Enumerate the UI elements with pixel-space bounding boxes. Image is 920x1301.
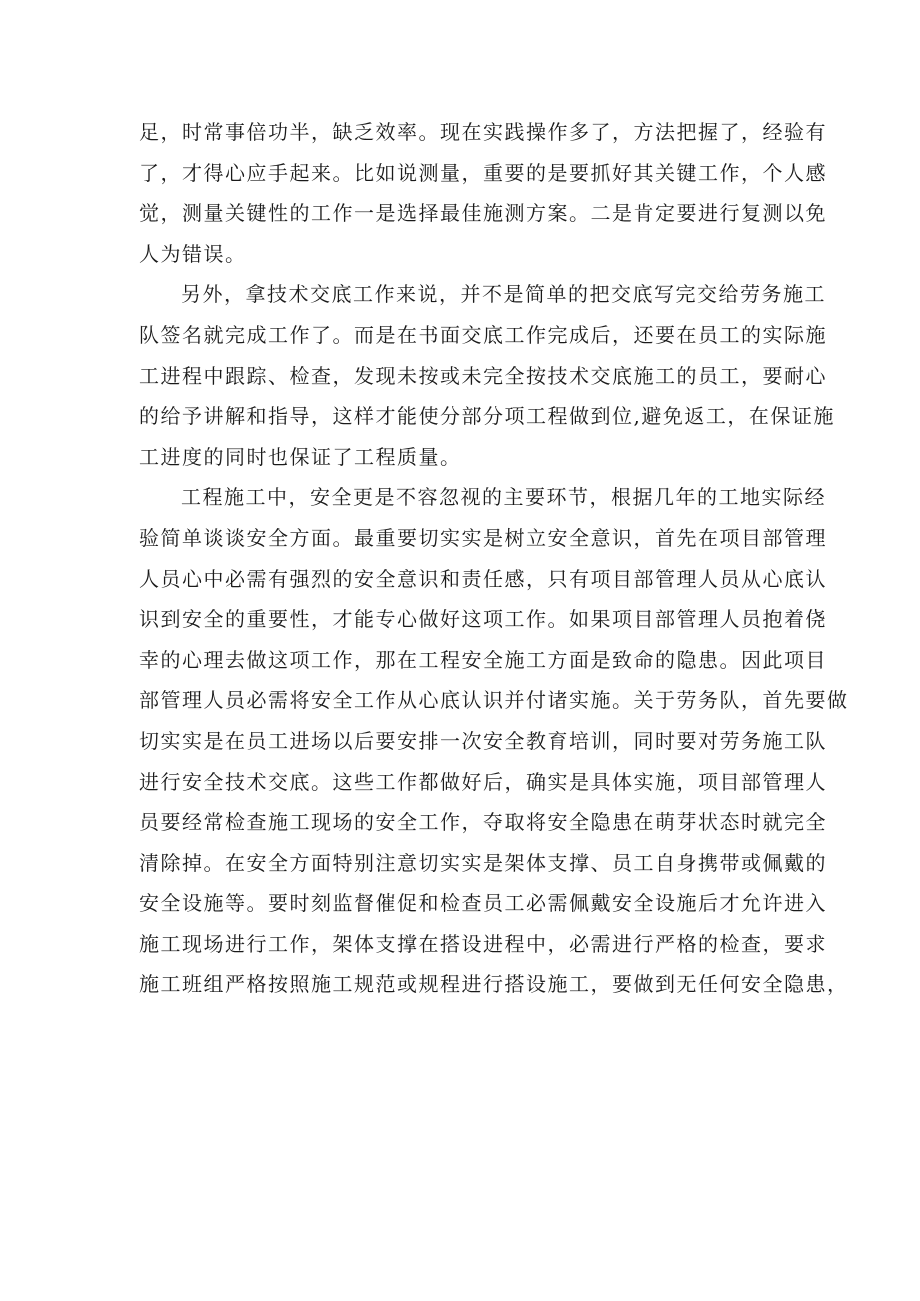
- text-line: 验简单谈谈安全方面。最重要切实实是树立安全意识，首先在项目部管理: [139, 525, 827, 550]
- text-line: 的给予讲解和指导，这样才能使分部分项工程做到位,避免返工，在保证施: [139, 404, 835, 429]
- text-line: 人员心中必需有强烈的安全意识和责任感，只有项目部管理人员从心底认: [139, 566, 827, 591]
- paragraph-2: [139, 274, 835, 477]
- text-line: 幸的心理去做这项工作，那在工程安全施工方面是致命的隐患。因此项目: [139, 647, 827, 672]
- text-line: 工进程中跟踪、检查，发现未按或未完全按技术交底施工的员工，要耐心: [139, 363, 827, 388]
- text-line: 觉，测量关键性的工作一是选择最佳施测方案。二是肯定要进行复测以免: [139, 201, 827, 226]
- paragraph-1: [139, 112, 827, 274]
- text-line: 切实实是在员工进场以后要安排一次安全教育培训，同时要对劳务施工队: [139, 728, 827, 753]
- text-line: 人为错误。: [139, 241, 247, 266]
- document-body: [139, 112, 849, 1005]
- text-line: 部管理人员必需将安全工作从心底认识并付诸实施。关于劳务队，首先要做: [139, 688, 849, 713]
- text-line: 另外，拿技术交底工作来说，并不是简单的把交底写完交给劳务施工: [181, 282, 826, 307]
- text-line: 施工现场进行工作，架体支撑在搭设进程中，必需进行严格的检查，要求: [139, 931, 827, 956]
- text-line: 工程施工中，安全更是不容忽视的主要环节，根据几年的工地实际经: [181, 485, 826, 510]
- text-line: 清除掉。在安全方面特别注意切实实是架体支撑、员工自身携带或佩戴的: [139, 850, 827, 875]
- text-line: 足，时常事倍功半，缺乏效率。现在实践操作多了，方法把握了，经验有: [139, 120, 827, 144]
- text-line: 工进度的同时也保证了工程质量。: [139, 444, 462, 469]
- text-line: 识到安全的重要性，才能专心做好这项工作。如果项目部管理人员抱着侥: [139, 607, 827, 632]
- text-line: 员要经常检查施工现场的安全工作，夺取将安全隐患在萌芽状态时就完全: [139, 810, 827, 835]
- text-line: 安全设施等。要时刻监督催促和检查员工必需佩戴安全设施后才允许进入: [139, 891, 827, 916]
- text-line: 施工班组严格按照施工规范或规程进行搭设施工，要做到无任何安全隐患，: [139, 972, 849, 997]
- text-line: 队签名就完成工作了。而是在书面交底工作完成后，还要在员工的实际施: [139, 322, 827, 347]
- text-line: 进行安全技术交底。这些工作都做好后，确实是具体实施，项目部管理人: [139, 769, 827, 794]
- text-line: 了，才得心应手起来。比如说测量，重要的是要抓好其关键工作，个人感: [139, 160, 827, 185]
- paragraph-3: [139, 477, 849, 1005]
